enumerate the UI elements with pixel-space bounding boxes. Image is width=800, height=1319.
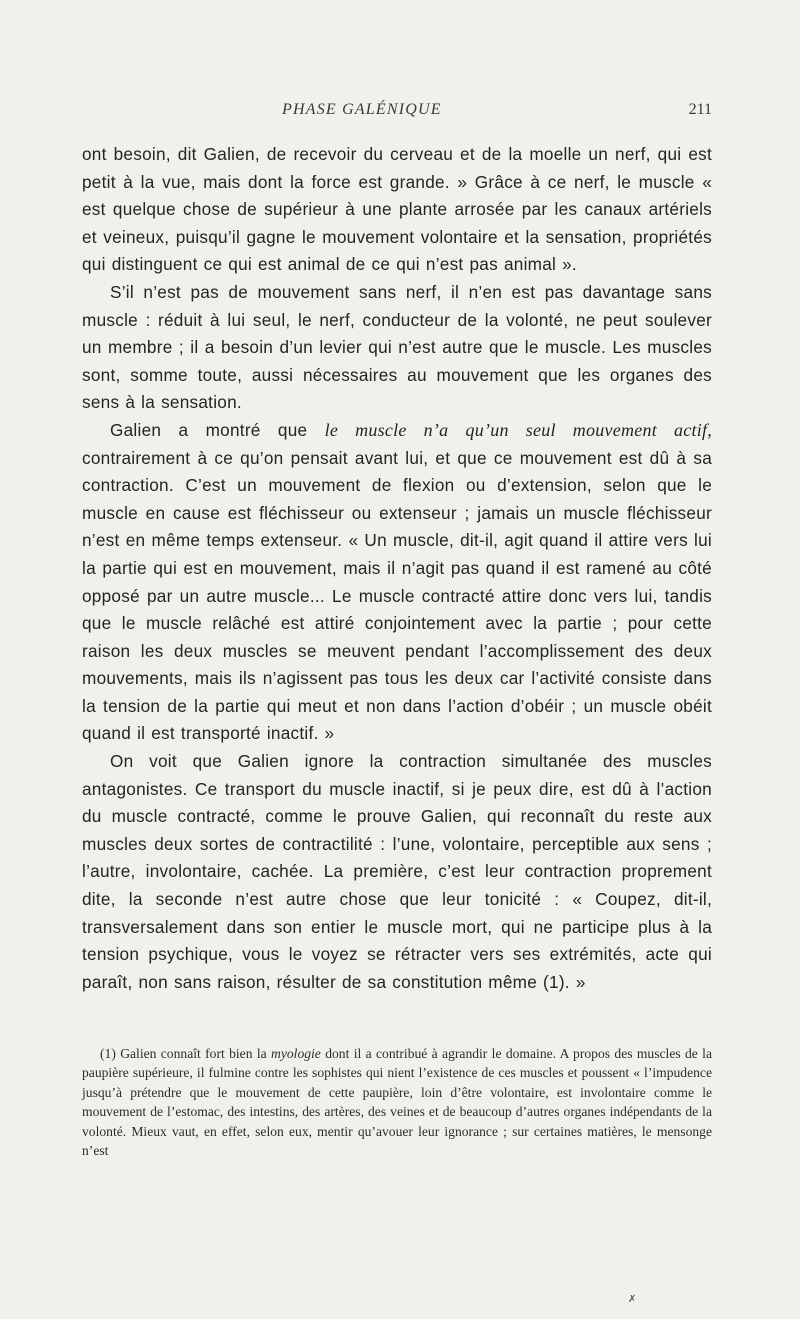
running-head bbox=[82, 101, 712, 125]
page-number: 211 bbox=[688, 101, 712, 118]
footnote-start: (1) Galien connaît fort bien la bbox=[100, 1046, 272, 1061]
paragraph-4: On voit que Galien ignore la contraction simultanée des muscles antagonistes. Ce transport du muscle inactif, si je peux dire, est dû à l’action du muscle contracté, comme le prouve Galien, qui reconnaît du reste aux muscles deux sortes de contractilité : l’une, volontaire, perceptible aux sens ; l’autre, involontaire, cachée. La première, c’est leur contraction proprement dite, la seconde n’est autre chose que leur tonicité : « Coupez, dit-il, transversalement dans son entier le muscle mort, qui ne participe plus à la tension psychique, vous le voyez se rétracter vers ses extrémités, acte qui paraît, non sans raison, résulter de sa constitution même (1). » bbox=[82, 751, 712, 992]
paragraph-2: S’il n’est pas de mouvement sans nerf, il n’en est pas davantage sans muscle : réduit à lui seul, le nerf, conducteur de la volonté, ne peut soulever un membre ; il a besoin d’un levier qui n’est autre que le muscle. Les muscles sont, somme toute, aussi nécessaires au mouvement que les organes des sens à la sensation. bbox=[82, 281, 712, 413]
paragraph-3-start: Galien a montré que bbox=[110, 419, 325, 440]
footnote bbox=[82, 1044, 712, 1160]
paragraph-3-emphasis: le muscle n’a qu’un seul mouvement actif, bbox=[324, 419, 712, 440]
paragraph-1: ont besoin, dit Galien, de recevoir du cerveau et de la moelle un nerf, qui est petit à la vue, mais dont la force est grande. » Grâce à ce nerf, le muscle « est quelque chose de supérieur à une plante arrosée par les canaux artériels et veineux, puisqu’il gagne le mouvement volontaire et la sensation, propriétés qui distinguent ce qui est animal de ce qui n’est pas animal ». bbox=[82, 144, 712, 275]
paragraph-3 bbox=[82, 417, 712, 748]
footnote-emphasis: myologie bbox=[271, 1046, 321, 1061]
main-text bbox=[82, 141, 712, 996]
running-title: PHASE GALÉNIQUE bbox=[282, 101, 442, 118]
signature-mark: ✗ bbox=[628, 1294, 637, 1305]
footnote-text bbox=[82, 1044, 712, 1160]
footnote-rest: dont il a contribué à agrandir le domaine. A propos des muscles de la paupière supérieure, il fulmine contre les sophistes qui nient l’existence de ces muscles et poussent « l’impudence jusqu’à prétendre que le mouvement de cette paupière, loin d’être volontaire, est involontaire comme le mouvement de l’estomac, des intestins, des artères, des veines et de beaucoup d’autres organes indépendants de la volonté. Mieux vaut, en effet, selon eux, mentir qu’avouer leur ignorance ; sur certaines matières, le mensonge n’est bbox=[82, 1046, 712, 1159]
paragraph-3-rest: contrairement à ce qu’on pensait avant lui, et que ce mouvement est dû à sa contraction. C’est un mouvement de flexion ou d’extension, selon que le muscle en cause est fléchisseur ou extenseur ; jamais un muscle fléchisseur n’est en même temps extenseur. « Un muscle, dit-il, agit quand il attire vers lui la partie qui est en mouvement, mais il n’agit pas quand il est ramené au côté opposé par un autre muscle... Le muscle contracté attire donc vers lui, tandis que le muscle relâché est attiré conjointement avec la partie ; pour cette raison les deux muscles se meuvent pendant l’accomplissement des deux mouvements, mais ils n’agissent pas tous les deux car l’activité consiste dans la tension de la partie qui meut et non dans l’action d’obéir ; un muscle obéit quand il est transporté inactif. » bbox=[82, 447, 712, 744]
